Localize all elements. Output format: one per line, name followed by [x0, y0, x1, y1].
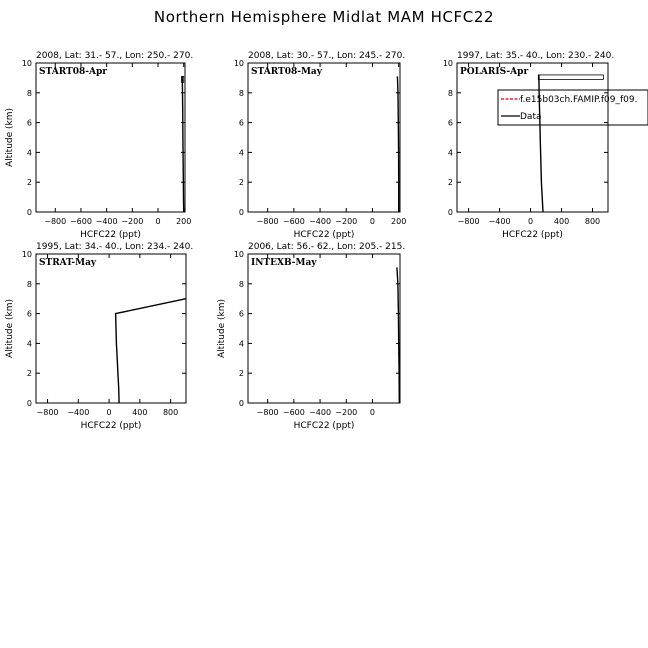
y-tick-label: 8 — [26, 88, 32, 98]
panel-header: 2008, Lat: 30.- 57., Lon: 245.- 270. — [248, 51, 406, 61]
x-tick-label: 400 — [553, 217, 570, 226]
data-profile-line — [397, 76, 398, 212]
y-tick-label: 4 — [26, 148, 32, 158]
x-tick-label: −400 — [309, 217, 332, 226]
y-tick-label: 10 — [442, 59, 453, 68]
x-tick-label: 0 — [155, 217, 161, 226]
x-axis-label: HCFC22 (ppt) — [80, 230, 141, 240]
y-tick-label: 4 — [238, 339, 244, 349]
x-axis-label: HCFC22 (ppt) — [80, 421, 142, 431]
campaign-label: POLARIS-Apr — [460, 67, 529, 77]
y-tick-label: 10 — [21, 59, 32, 68]
y-tick-label: 6 — [238, 309, 244, 319]
y-tick-label: 8 — [26, 279, 32, 289]
legend — [498, 90, 648, 125]
data-profile-line — [182, 76, 184, 212]
legend-data-label: Data — [520, 112, 542, 122]
x-tick-label: −400 — [67, 408, 90, 417]
panel-header: 1995, Lat: 34.- 40., Lon: 234.- 240. — [36, 242, 194, 252]
x-tick-label: −400 — [488, 217, 511, 226]
y-tick-label: 6 — [238, 118, 244, 128]
panel-5 — [217, 242, 405, 431]
y-tick-label: 8 — [447, 88, 453, 98]
x-tick-label: −600 — [282, 217, 305, 226]
campaign-label: STRAT-May — [39, 258, 97, 268]
campaign-label: START08-May — [251, 67, 322, 77]
y-tick-label: 0 — [238, 399, 244, 408]
x-tick-label: −800 — [36, 408, 59, 417]
y-tick-label: 6 — [447, 118, 453, 128]
plot-frame — [248, 63, 400, 212]
data-box-mark — [538, 75, 603, 79]
campaign-label: START08-Apr — [39, 67, 107, 77]
data-profile-line — [397, 267, 399, 403]
y-axis-label: Altitude (km) — [217, 298, 227, 359]
data-profile-line — [116, 299, 186, 403]
y-tick-label: 8 — [238, 279, 244, 289]
x-tick-label: −200 — [121, 217, 144, 226]
x-tick-label: −400 — [309, 408, 332, 417]
x-tick-label: −800 — [44, 217, 67, 226]
y-tick-label: 8 — [238, 88, 244, 98]
y-axis-label: Altitude (km) — [5, 298, 15, 359]
y-tick-label: 0 — [447, 208, 453, 217]
panel-1 — [5, 51, 193, 240]
y-tick-label: 10 — [233, 250, 244, 259]
campaign-label: INTEXB-May — [251, 258, 317, 268]
panel-4 — [5, 242, 193, 431]
x-tick-label: −200 — [335, 408, 358, 417]
x-tick-label: 0 — [106, 408, 112, 417]
x-tick-label: −600 — [282, 408, 305, 417]
x-tick-label: −800 — [457, 217, 480, 226]
y-tick-label: 6 — [26, 118, 32, 128]
x-axis-label: HCFC22 (ppt) — [293, 421, 355, 431]
x-tick-label: 0 — [369, 217, 376, 226]
panel-header: 2008, Lat: 31.- 57., Lon: 250.- 270. — [36, 51, 194, 61]
y-tick-label: 2 — [26, 369, 32, 379]
plot-frame — [36, 254, 186, 403]
y-tick-label: 2 — [447, 178, 453, 188]
y-tick-label: 0 — [238, 208, 244, 217]
plot-frame — [457, 63, 608, 212]
y-axis-label: Altitude (km) — [5, 107, 15, 168]
panel-header: 1997, Lat: 35.- 40., Lon: 230.- 240. — [457, 51, 615, 61]
x-tick-label: −800 — [256, 217, 279, 226]
y-tick-label: 2 — [26, 178, 32, 188]
x-axis-label: HCFC22 (ppt) — [293, 230, 355, 240]
y-tick-label: 4 — [447, 148, 453, 158]
y-tick-label: 0 — [26, 208, 32, 217]
legend-model-label: f.e15b03ch.FAMIP.f09_f09. — [520, 95, 638, 105]
x-tick-label: −200 — [335, 217, 358, 226]
x-tick-label: 0 — [369, 408, 376, 417]
x-tick-label: 800 — [584, 217, 601, 226]
panels — [5, 51, 614, 431]
x-tick-label: 400 — [132, 408, 148, 417]
panel-3 — [443, 51, 614, 240]
x-tick-label: 200 — [391, 217, 407, 226]
panel-header: 2006, Lat: 56.- 62., Lon: 205.- 215. — [248, 242, 406, 252]
y-tick-label: 2 — [238, 178, 244, 188]
x-tick-label: 200 — [176, 217, 192, 226]
y-tick-label: 2 — [238, 369, 244, 379]
x-tick-label: 0 — [528, 217, 534, 226]
y-tick-label: 6 — [26, 309, 32, 319]
x-tick-label: −600 — [69, 217, 92, 226]
plot-frame — [36, 63, 185, 212]
figure-title: Northern Hemisphere Midlat MAM HCFC22 — [153, 8, 495, 26]
panel-2 — [234, 51, 407, 240]
x-axis-label: HCFC22 (ppt) — [502, 230, 563, 240]
x-tick-label: −400 — [95, 217, 118, 226]
y-tick-label: 10 — [233, 59, 244, 68]
x-tick-label: 800 — [162, 408, 179, 417]
y-tick-label: 4 — [26, 339, 32, 349]
y-tick-label: 4 — [238, 148, 244, 158]
plot-frame — [248, 254, 400, 403]
y-tick-label: 10 — [21, 250, 32, 259]
x-tick-label: −800 — [256, 408, 279, 417]
y-tick-label: 0 — [26, 399, 32, 408]
